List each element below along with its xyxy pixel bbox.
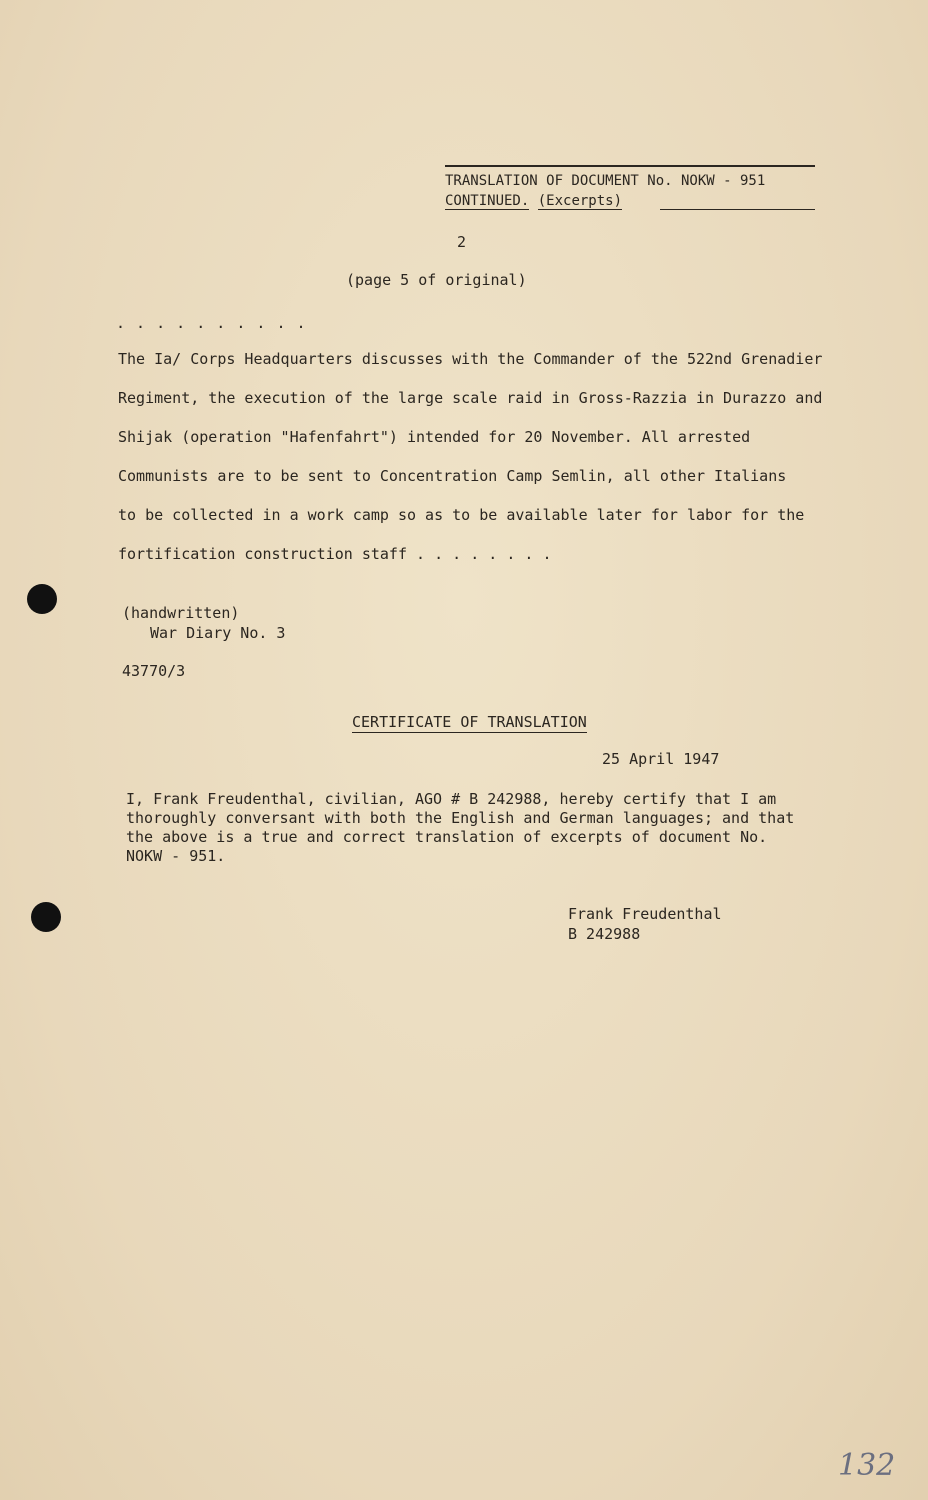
body-line: The Ia/ Corps Headquarters discusses with the Commander of the 522nd Grenadier [118, 350, 823, 368]
leading-ellipsis: . . . . . . . . . . [116, 314, 307, 332]
handwritten-label: (handwritten) [122, 604, 240, 622]
handwritten-page-mark: 132 [838, 1448, 896, 1483]
punch-hole-bottom [31, 902, 61, 932]
signature-id: B 242988 [568, 925, 641, 943]
punch-hole-top [27, 584, 57, 614]
certificate-line: I, Frank Freudenthal, civilian, AGO # B 242988, hereby certify that I am [126, 790, 777, 808]
body-line: Shijak (operation "Hafenfahrt") intended for 20 November. All arrested [118, 428, 751, 446]
header-continued: CONTINUED. [445, 193, 530, 209]
signature-block [568, 904, 722, 944]
body-line: fortification construction staff . . . . . . . . [118, 545, 552, 563]
header-title: TRANSLATION OF DOCUMENT No. NOKW - 951 [445, 173, 766, 189]
certificate-line: the above is a true and correct translation of excerpts of document No. [126, 828, 768, 846]
body-line: Regiment, the execution of the large scale raid in Gross-Razzia in Durazzo and [118, 389, 823, 407]
original-page-note: (page 5 of original) [346, 271, 527, 289]
certificate-line: thoroughly conversant with both the English and German languages; and that [126, 809, 795, 827]
header-underline [660, 209, 815, 210]
document-header [445, 165, 815, 211]
certificate-body [126, 790, 846, 866]
certificate-title: CERTIFICATE OF TRANSLATION [352, 713, 587, 731]
body-line: Communists are to be sent to Concentration Camp Semlin, all other Italians [118, 467, 787, 485]
reference-number: 43770/3 [122, 662, 186, 680]
translation-body [118, 340, 878, 574]
handwritten-note [122, 603, 285, 643]
signature-name: Frank Freudenthal [568, 905, 722, 923]
certificate-date: 25 April 1947 [602, 750, 720, 768]
header-subtitle [445, 191, 815, 211]
handwritten-text: War Diary No. 3 [150, 624, 286, 642]
header-excerpts: (Excerpts) [537, 193, 623, 209]
certificate-line: NOKW - 951. [126, 847, 226, 865]
page-number: 2 [457, 233, 467, 251]
body-line: to be collected in a work camp so as to be available later for labor for the [118, 506, 805, 524]
